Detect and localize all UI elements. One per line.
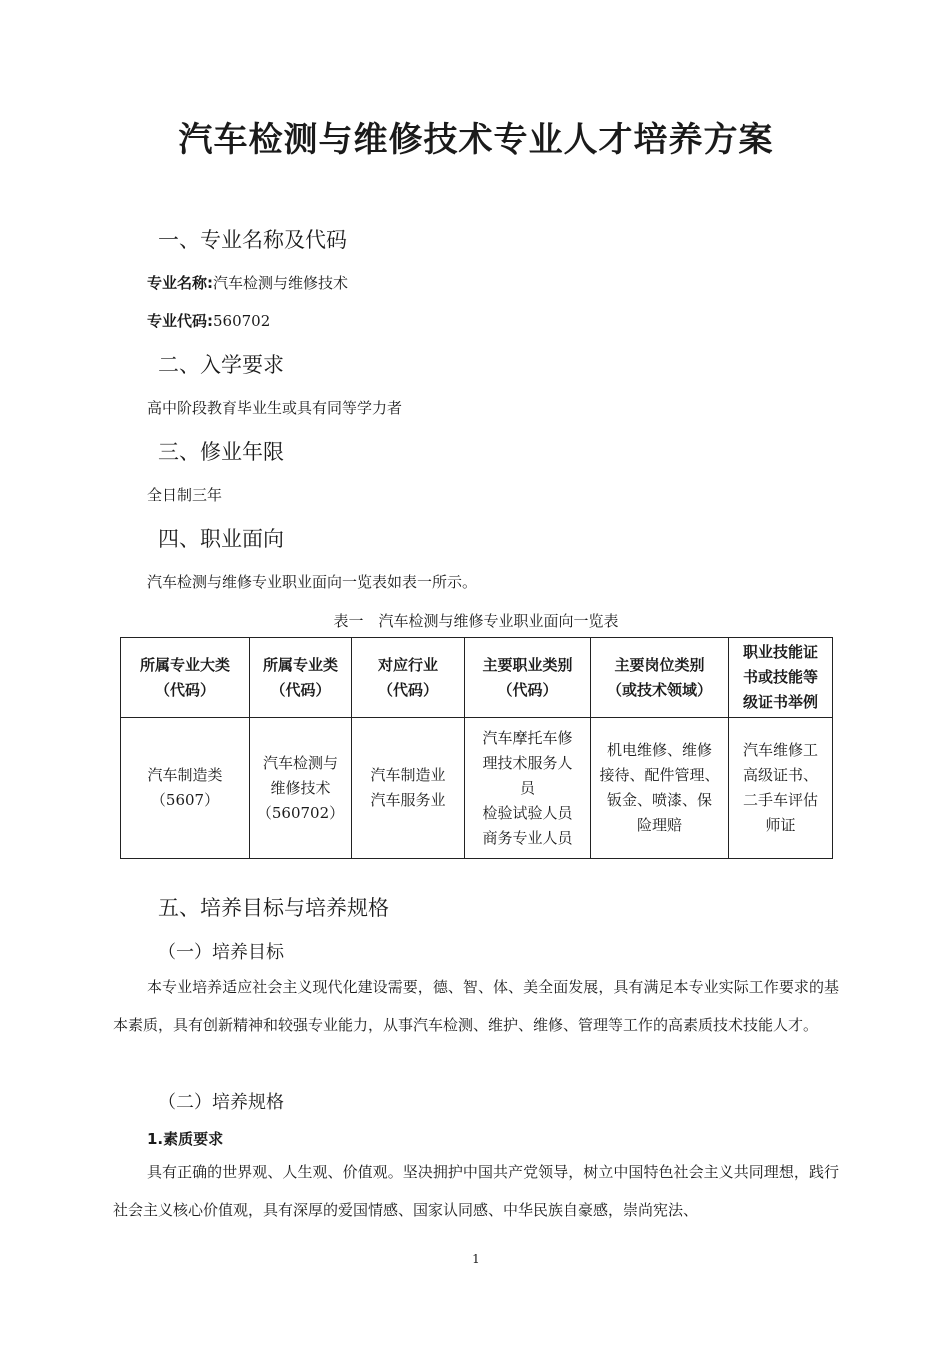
major-code-value: 560702 <box>213 312 271 330</box>
major-code-line <box>147 310 270 331</box>
objective-paragraph: 本专业培养适应社会主义现代化建设需要，德、智、体、美全面发展，具有满足本专业实际工作要求的基本素质，具有创新精神和较强专业能力，从事汽车检测、维护、维修、管理等工作的高素质技术技能人才。 <box>113 978 839 1034</box>
table-header-cell: 所属专业大类 （代码） <box>121 638 250 718</box>
section-heading-admission: 二、入学要求 <box>158 353 284 377</box>
career-intro-text: 汽车检测与维修专业职业面向一览表如表一所示。 <box>147 573 478 591</box>
document-title: 汽车检测与维修技术专业人才培养方案 <box>178 120 774 160</box>
table-header-cell: 所属专业类 （代码） <box>250 638 352 718</box>
page-number: 1 <box>472 1252 480 1266</box>
section-heading-career: 四、职业面向 <box>158 527 284 551</box>
section-heading-objectives: 五、培养目标与培养规格 <box>158 896 389 920</box>
major-code-label: 专业代码: <box>147 312 213 330</box>
career-table <box>120 637 833 859</box>
table-cell: 汽车维修工 高级证书、 二手车评估 师证 <box>729 718 833 859</box>
major-name-label: 专业名称: <box>147 274 213 292</box>
item-heading-quality: 1.素质要求 <box>147 1130 224 1148</box>
table-header-cell: 对应行业 （代码） <box>352 638 465 718</box>
subsection-heading-objective: （一）培养目标 <box>158 942 284 963</box>
table-header-cell: 主要岗位类别 （或技术领域） <box>591 638 729 718</box>
admission-text: 高中阶段教育毕业生或具有同等学力者 <box>147 399 403 417</box>
duration-text: 全日制三年 <box>147 486 223 504</box>
section-heading-name-code: 一、专业名称及代码 <box>158 228 347 252</box>
major-name-value: 汽车检测与维修技术 <box>213 274 349 292</box>
table-cell: 汽车摩托车修 理技术服务人 员 检验试验人员 商务专业人员 <box>465 718 591 859</box>
table-cell: 汽车检测与 维修技术 （560702） <box>250 718 352 859</box>
table-header-row <box>121 638 833 718</box>
quality-paragraph: 具有正确的世界观、人生观、价值观。坚决拥护中国共产党领导，树立中国特色社会主义共同理想，践行社会主义核心价值观，具有深厚的爱国情感、国家认同感、中华民族自豪感，崇尚宪法、 <box>113 1163 839 1219</box>
table-header-cell: 主要职业类别 （代码） <box>465 638 591 718</box>
table-caption: 表一 汽车检测与维修专业职业面向一览表 <box>333 612 619 630</box>
section-heading-duration: 三、修业年限 <box>158 440 284 464</box>
table-cell: 汽车制造类 （5607） <box>121 718 250 859</box>
table-cell: 机电维修、维修 接待、配件管理、 钣金、喷漆、保 险理赔 <box>591 718 729 859</box>
table-cell: 汽车制造业 汽车服务业 <box>352 718 465 859</box>
major-name-line <box>147 272 348 293</box>
table-row <box>121 718 833 859</box>
subsection-heading-specification: （二）培养规格 <box>158 1092 284 1113</box>
table-header-cell: 职业技能证 书或技能等 级证书举例 <box>729 638 833 718</box>
